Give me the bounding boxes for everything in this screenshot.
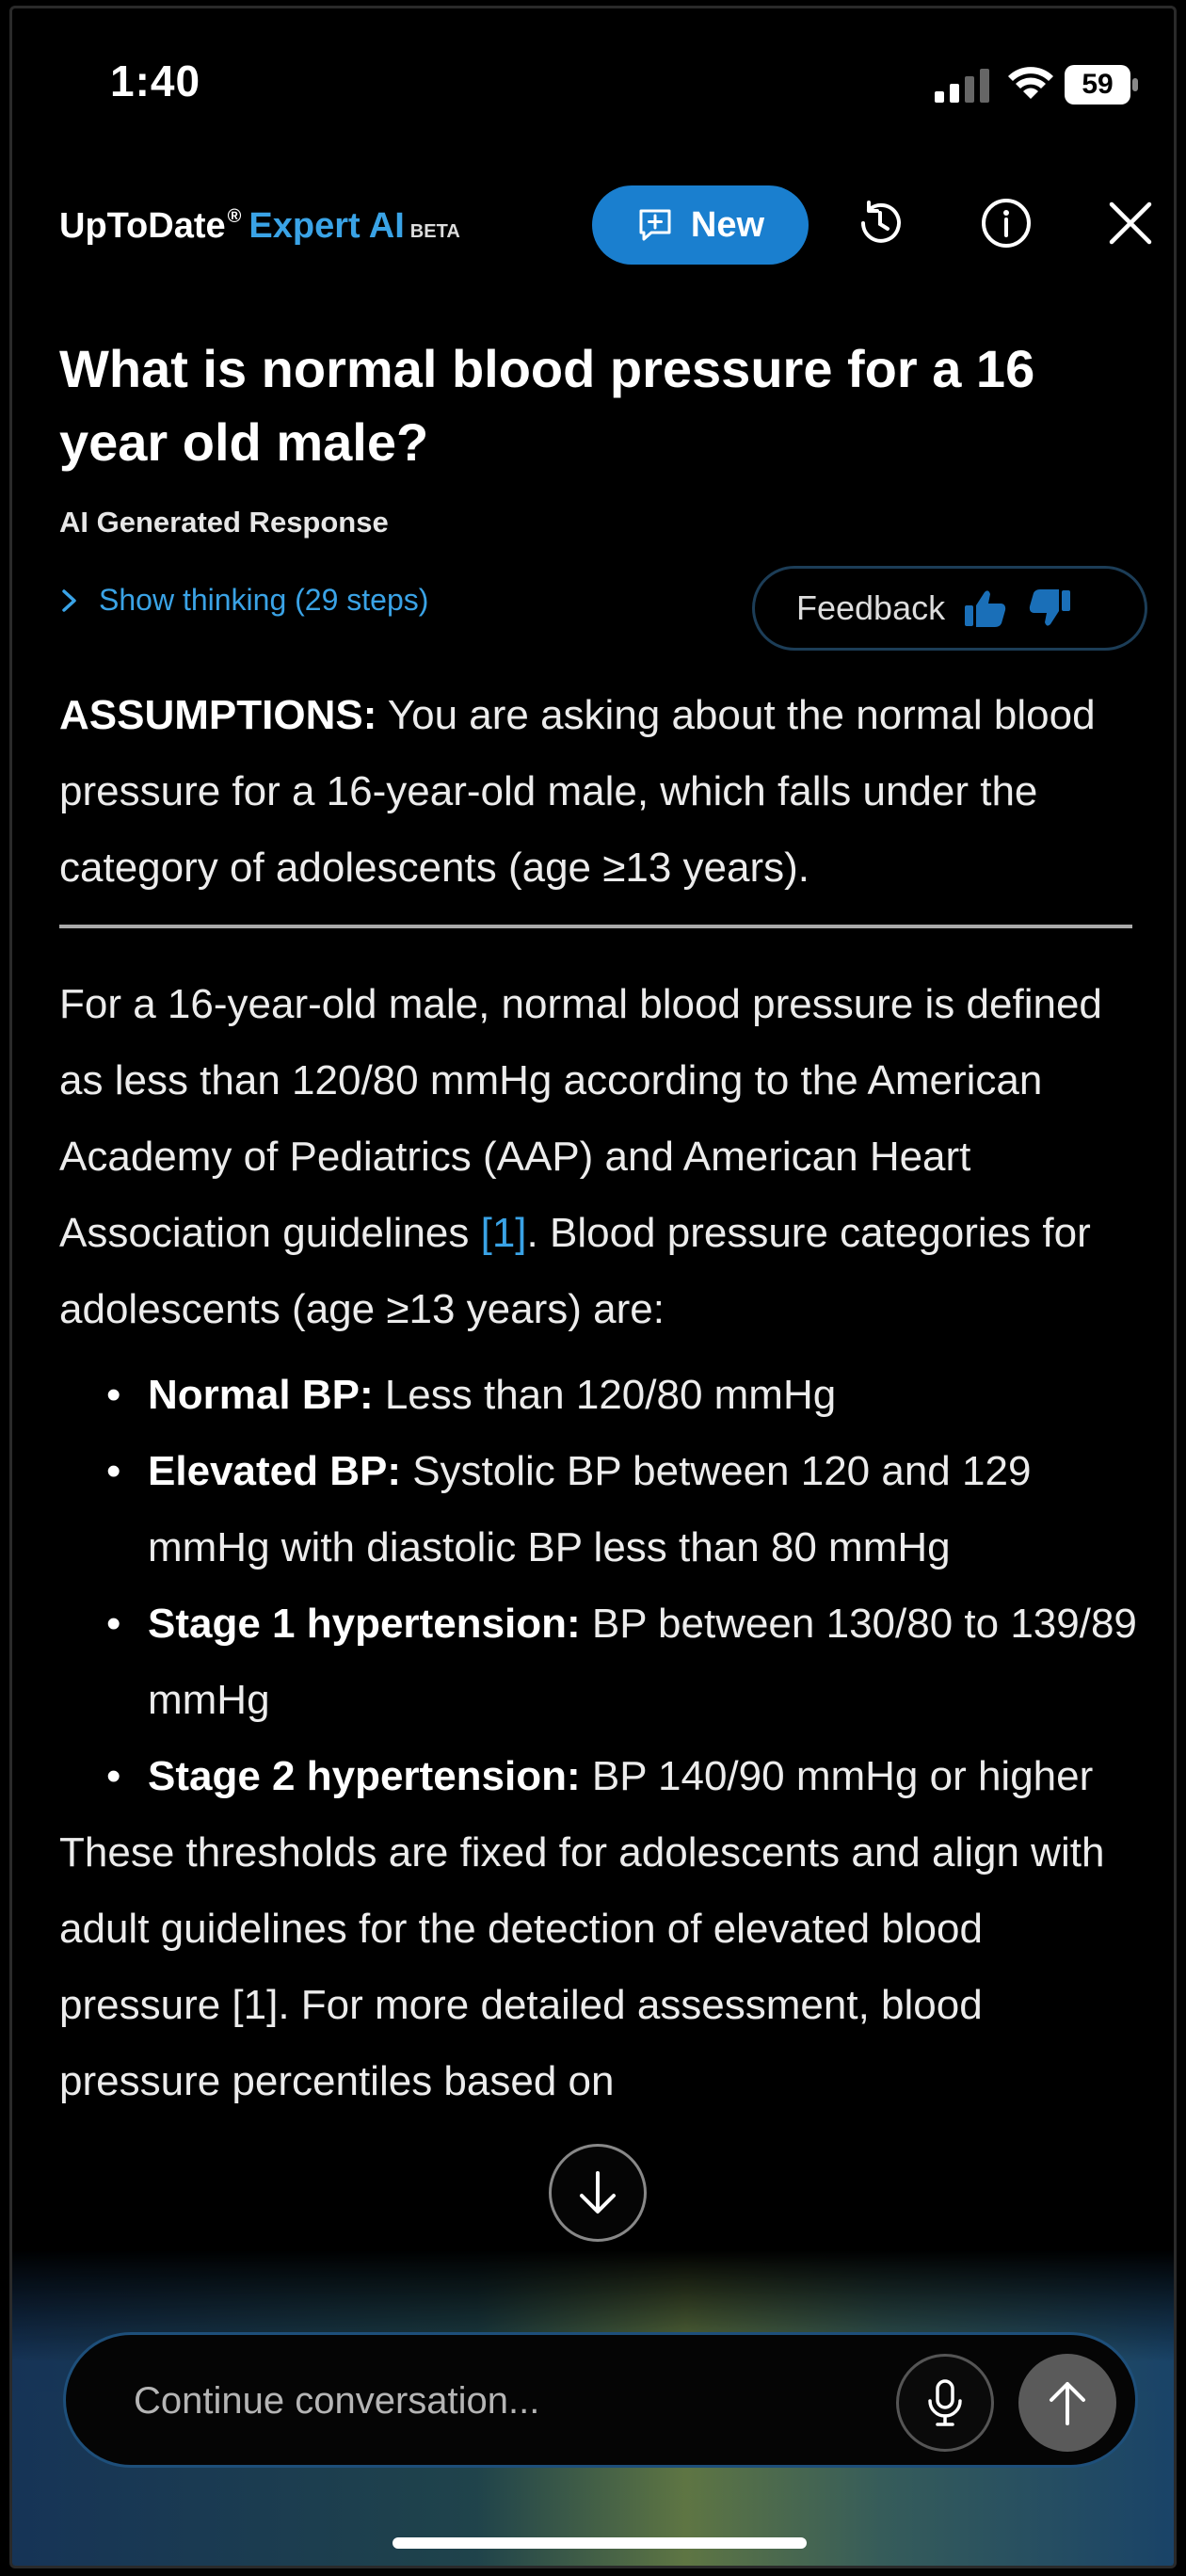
composer: [63, 2332, 1138, 2468]
bp-categories-list: [59, 1357, 1151, 1814]
brand-logo: [59, 206, 460, 247]
brand-name: UpToDate: [59, 206, 226, 246]
bullet-text: Systolic BP between 120 and 129 mmHg with diastolic BP less than 80 mmHg: [148, 1448, 1032, 1570]
thumbs-up-icon[interactable]: [962, 585, 1009, 632]
divider: [59, 925, 1132, 928]
show-thinking-label: Show thinking (29 steps): [99, 583, 429, 617]
beta-badge: BETA: [409, 221, 460, 242]
status-time: 1:40: [110, 56, 201, 105]
continue-conversation-input[interactable]: [134, 2371, 868, 2431]
assumptions-text: You are asking about the normal blood pressure for a 16-year-old male, which falls under the category of adolescents (age ≥13 years).: [59, 692, 1096, 891]
bullet-label: Stage 2 hypertension:: [148, 1753, 581, 1799]
microphone-icon: [925, 2378, 965, 2427]
list-item: [148, 1357, 1151, 1433]
new-chat-button[interactable]: [592, 185, 809, 265]
list-item: [148, 1433, 1151, 1586]
battery-icon: [1065, 65, 1140, 105]
battery-tip: [1132, 78, 1138, 91]
bullet-label: Stage 1 hypertension:: [148, 1601, 581, 1647]
bullet-text: Less than 120/80 mmHg: [373, 1372, 837, 1418]
history-icon[interactable]: [852, 195, 908, 251]
cellular-signal-icon: [935, 69, 991, 103]
conversation-content: [59, 332, 1151, 2119]
brand-accent: Expert AI: [248, 206, 405, 246]
show-thinking-toggle[interactable]: [61, 583, 428, 618]
new-chat-label: New: [690, 204, 765, 245]
answer-text-a: For a 16-year-old male, normal blood pressure is defined as less than 120/80 mmHg according to the American Academy of Pediatrics (AAP) and American Heart Association guidelines: [59, 981, 1102, 1256]
list-item: [148, 1738, 1151, 1814]
assumptions-paragraph: [59, 677, 1151, 906]
bullet-label: Normal BP:: [148, 1372, 374, 1418]
close-icon[interactable]: [1102, 195, 1159, 251]
arrow-up-icon: [1046, 2378, 1089, 2427]
app-header: [12, 174, 1174, 297]
thresholds-paragraph: These thresholds are fixed for adolescents and align with adult guidelines for the detection of elevated blood pressure [1]. For more detailed assessment, blood pressure percentiles based on: [59, 1829, 1105, 2104]
new-chat-icon: [636, 206, 674, 244]
send-button[interactable]: [1018, 2354, 1116, 2452]
registered-mark: ®: [227, 206, 242, 227]
chevron-right-icon: [61, 588, 78, 613]
scroll-down-button[interactable]: [549, 2144, 647, 2242]
info-icon[interactable]: [978, 195, 1034, 251]
battery-level: 59: [1065, 65, 1130, 105]
bullet-label: Elevated BP:: [148, 1448, 401, 1494]
phone-screen: [9, 6, 1177, 2568]
response-toolbar: [59, 566, 1151, 656]
ai-response-label: AI Generated Response: [59, 506, 389, 539]
feedback-button[interactable]: [752, 566, 1147, 651]
feedback-label: Feedback: [796, 588, 946, 627]
arrow-down-icon: [572, 2167, 623, 2218]
bullet-text: BP between 130/80 to 139/89 mmHg: [148, 1601, 1137, 1723]
answer-text-b: . Blood pressure categories for adolescents (age ≥13 years) are:: [59, 1210, 1091, 1332]
thumbs-down-icon[interactable]: [1026, 585, 1073, 632]
question-title: What is normal blood pressure for a 16 year old male?: [59, 339, 1035, 472]
home-indicator[interactable]: [393, 2537, 807, 2549]
bullet-text: BP 140/90 mmHg or higher: [580, 1753, 1094, 1799]
citation-link[interactable]: [1]: [480, 1210, 527, 1256]
assumptions-label: ASSUMPTIONS:: [59, 692, 377, 738]
microphone-button[interactable]: [896, 2354, 994, 2452]
answer-paragraph: [59, 966, 1151, 1347]
wifi-icon: [1006, 63, 1055, 101]
list-item: [148, 1586, 1151, 1738]
